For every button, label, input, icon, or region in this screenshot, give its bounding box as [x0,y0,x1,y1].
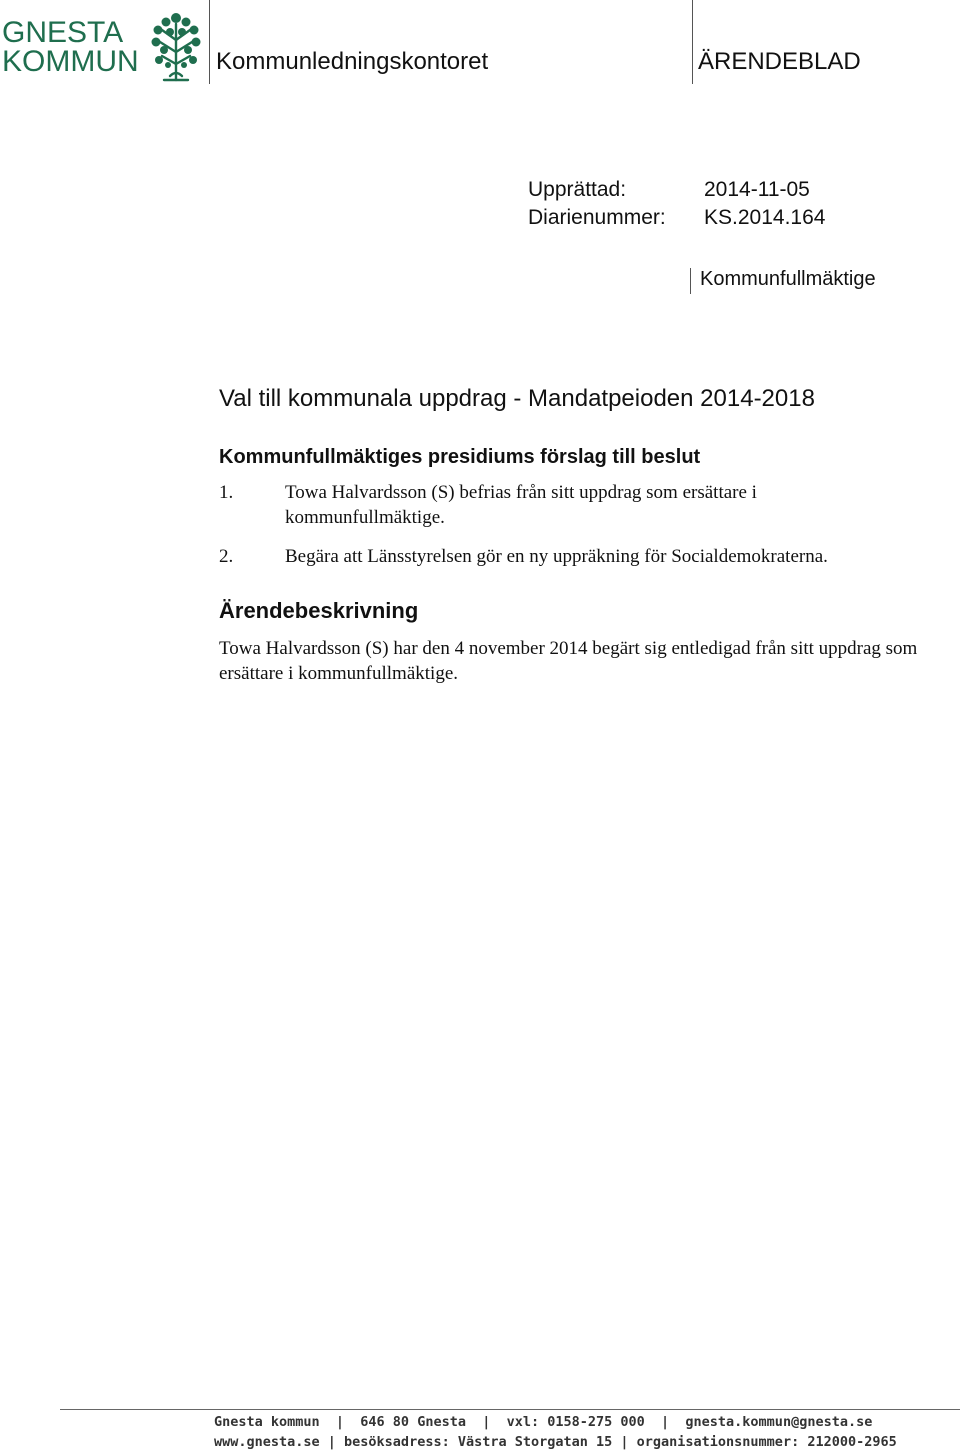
logo-line-1: GNESTA [2,16,124,49]
diary-value: KS.2014.164 [704,206,826,229]
footer-rule [60,1409,960,1410]
diary-row [528,204,825,232]
page-title: Val till kommunala uppdrag - Mandatpeioden 2014-2018 [219,385,815,412]
diary-label: Diarienummer: [528,206,666,229]
description-heading: Ärendebeskrivning [219,598,419,623]
list-item-number: 2. [219,546,234,567]
list-item-number: 1. [219,482,234,503]
list-item [219,544,919,569]
proposal-heading: Kommunfullmäktiges presidiums förslag till beslut [219,446,701,468]
header-divider-right [692,0,693,84]
recipient: Kommunfullmäktige [700,268,876,290]
document-meta [528,176,825,232]
created-row [528,176,825,204]
proposal-list [219,480,919,583]
footer-line-1: Gnesta kommun | 646 80 Gnesta | vxl: 0158-275 000 | gnesta.kommun@gnesta.se [214,1414,873,1430]
tree-icon [150,10,202,84]
logo-wordmark [2,18,139,76]
recipient-divider [690,268,691,294]
created-value: 2014-11-05 [704,178,810,201]
department-name: Kommunledningskontoret [216,48,489,75]
description-body: Towa Halvardsson (S) har den 4 november 2014 begärt sig entledigad från sitt uppdrag som ersättare i kommunfullmäktige. [219,638,918,684]
logo-line-2: KOMMUN [2,45,139,78]
list-item [219,480,919,530]
list-item-text: Towa Halvardsson (S) befrias från sitt uppdrag som ersättare i kommunfullmäktige. [285,482,757,528]
document-type: ÄRENDEBLAD [698,48,861,75]
created-label: Upprättad: [528,178,627,201]
header-divider-left [209,0,210,84]
footer-line-2: www.gnesta.se | besöksadress: Västra Storgatan 15 | organisationsnummer: 212000-2965 [214,1434,897,1450]
list-item-text: Begära att Länsstyrelsen gör en ny uppräkning för Socialdemokraterna. [285,546,828,567]
